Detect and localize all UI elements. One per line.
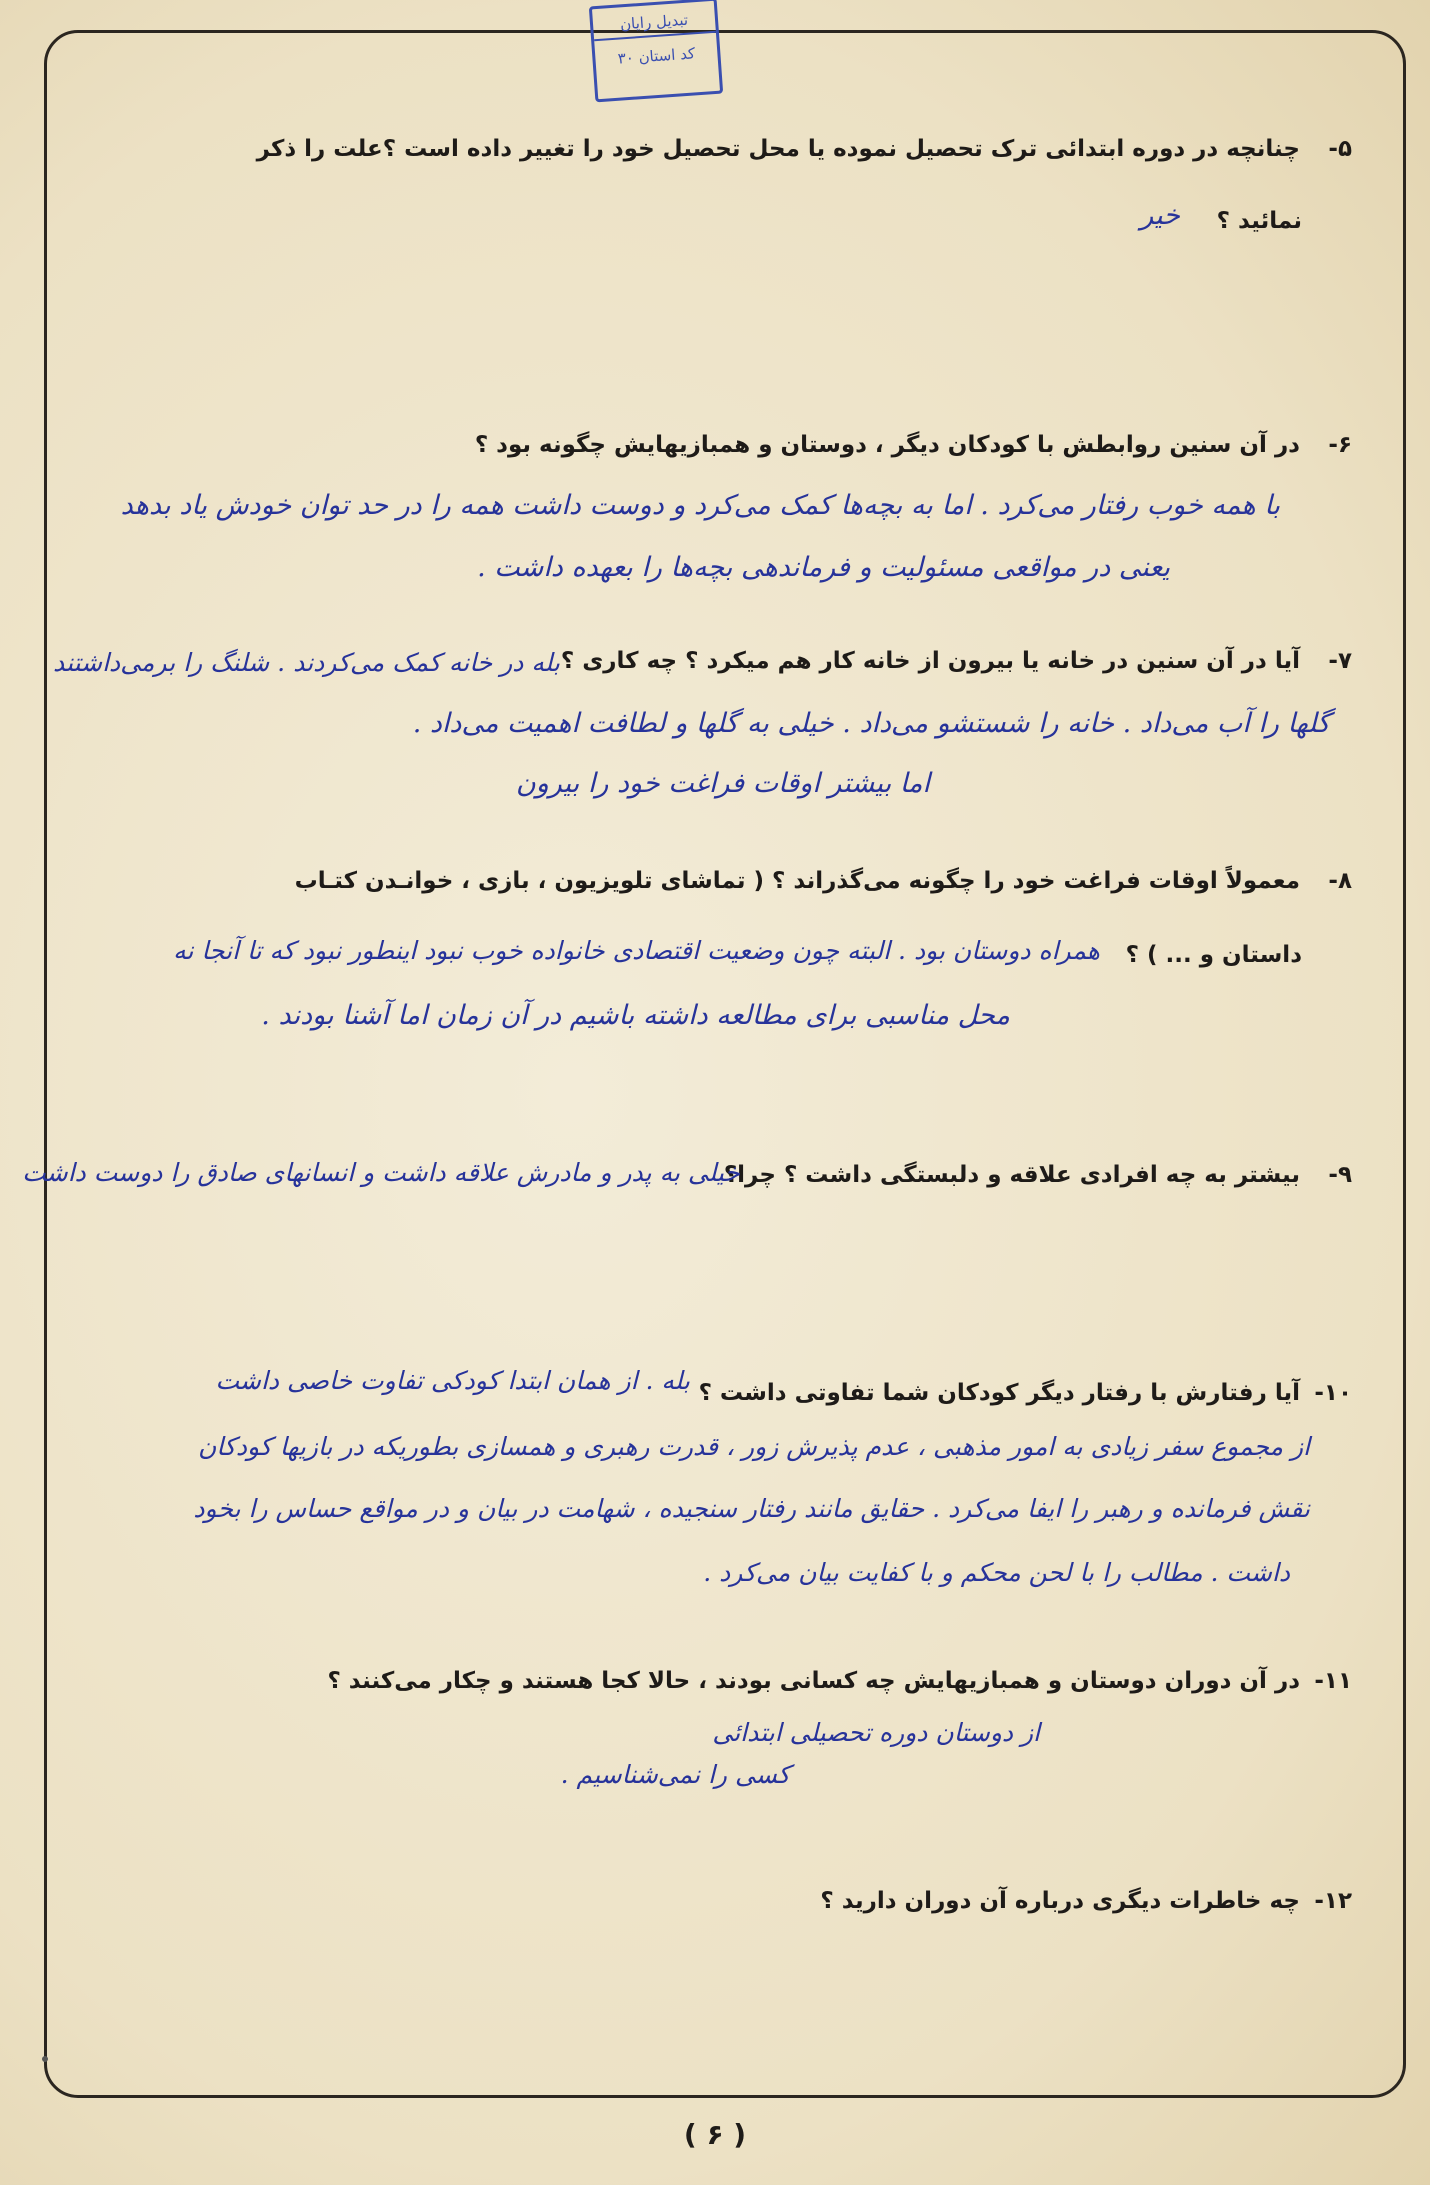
question-9-number: ۹- [1328,1162,1352,1188]
answer-10-line-3: نقش فرمانده و رهبر را ایفا می‌کرد . حقایق مانند رفتار سنجیده ، شهامت در بیان و در مواقع حساس را بخود [193,1494,1310,1523]
question-12 [820,1888,1352,1914]
answer-10-line-4: داشت . مطالب را با لحن محکم و با کفایت بیان می‌کرد . [703,1558,1290,1587]
question-12-number: ۱۲- [1314,1888,1352,1914]
ink-dot [42,2056,48,2062]
answer-7-line-2: گلها را آب می‌داد . خانه را شستشو می‌داد . خیلی به گلها و لطافت اهمیت می‌داد . [412,708,1330,739]
question-11 [327,1668,1352,1694]
question-5 [257,136,1352,162]
question-11-number: ۱۱- [1314,1668,1352,1694]
stamp-line-1: تبدیل رایان [593,9,716,41]
question-6-number: ۶- [1328,432,1352,458]
page-number: ( ۶ ) [683,2118,747,2151]
answer-7-line-1: بله در خانه کمک می‌کردند . شلنگ را برمی‌داشتند [52,648,560,677]
question-6 [475,432,1352,458]
answer-8-line-2: محل مناسبی برای مطالعه داشته باشیم در آن زمان اما آشنا بودند . [261,1000,1010,1031]
answer-6-line-2: یعنی در مواقعی مسئولیت و فرماندهی بچه‌ها را بعهده داشت . [477,552,1170,583]
question-8-continuation: داستان و ... ) ؟ [1125,942,1302,968]
answer-11-line-2: کسی را نمی‌شناسیم . [560,1760,790,1789]
question-8-text: معمولاً اوقات فراغت خود را چگونه می‌گذراند ؟ ( تماشای تلویزیون ، بازی ، خوانـدن کتـاب [294,868,1300,894]
question-11-text: در آن دوران دوستان و همبازیهایش چه کسانی بودند ، حالا کجا هستند و چکار می‌کنند ؟ [327,1668,1300,1694]
question-8 [295,868,1352,894]
answer-10-line-2: از مجموع سفر زیادی به امور مذهبی ، عدم پذیرش زور ، قدرت رهبری و همسازی بطوریکه در بازیها کودکان [197,1432,1310,1461]
answer-10-line-1: بله . از همان ابتدا کودکی تفاوت خاصی داشت [215,1366,690,1395]
answer-11-line-1: از دوستان دوره تحصیلی ابتدائی [712,1718,1040,1747]
question-8-number: ۸- [1328,868,1352,894]
question-7-text: آیا در آن سنین در خانه یا بیرون از خانه کار هم میکرد ؟ چه کاری ؟ [560,648,1300,674]
question-9-text: بیشتر به چه افرادی علاقه و دلبستگی داشت ؟ چرا؟ [723,1162,1300,1188]
answer-5-line-1: خیر [1140,200,1180,231]
question-7-number: ۷- [1328,648,1352,674]
question-7 [561,648,1352,674]
office-stamp [589,0,723,102]
answer-8-line-1: همراه دوستان بود . البته چون وضعیت اقتصادی خانواده خوب نبود اینطور نبود که تا آنجا نه [173,936,1100,965]
question-5-number: ۵- [1328,136,1352,162]
question-5-continuation: نمائید ؟ [1216,208,1302,234]
question-6-text: در آن سنین روابطش با کودکان دیگر ، دوستان و همبازیهایش چگونه بود ؟ [474,432,1300,458]
question-10-text: آیا رفتارش با رفتار دیگر کودکان شما تفاوتی داشت ؟ [698,1380,1300,1406]
stamp-line-2: کد استان ۳۰ [617,44,696,68]
answer-6-line-1: با همه خوب رفتار می‌کرد . اما به بچه‌ها کمک می‌کرد و دوست داشت همه را در حد توان خودش یاد بدهد [120,490,1280,521]
answer-9-line-1: خیلی به پدر و مادرش علاقه داشت و انسانهای صادق را دوست داشت [22,1158,740,1187]
question-5-text: چنانچه در دوره ابتدائی ترک تحصیل نموده یا محل تحصیل خود را تغییر داده است ؟علت را ذکر [256,136,1300,162]
question-10-number: ۱۰- [1314,1380,1352,1406]
answer-7-line-3: اما بیشتر اوقات فراغت خود را بیرون [515,768,930,799]
question-9 [724,1162,1352,1188]
question-10 [699,1380,1352,1406]
question-12-text: چه خاطرات دیگری درباره آن دوران دارید ؟ [820,1888,1300,1914]
